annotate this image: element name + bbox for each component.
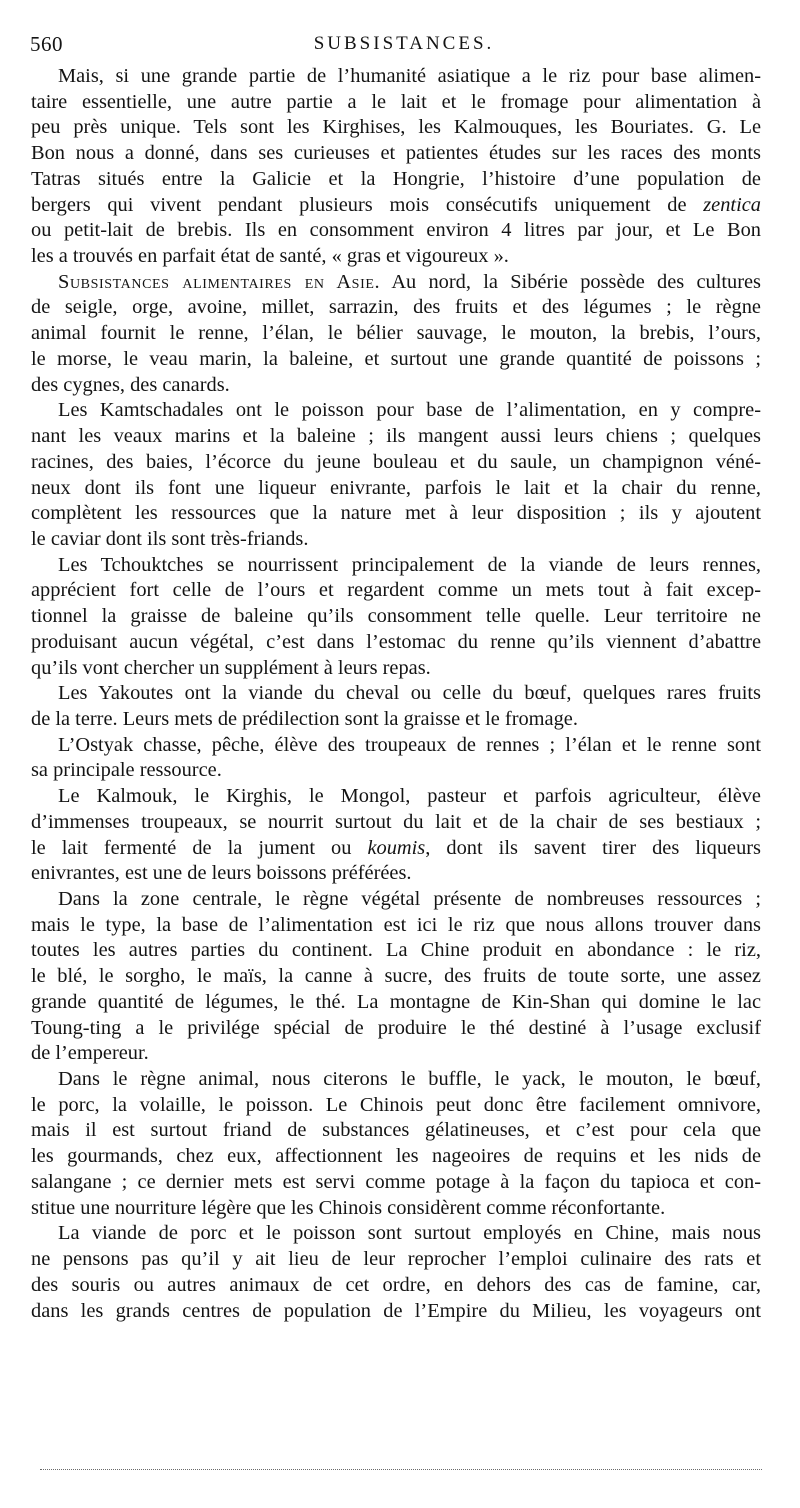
text-line: de seigle, orge, avoine, millet, sarrazin, des fruits et des légumes ; le règne <box>31 296 761 319</box>
text-line: enivrantes, est une de leurs boissons préférées. <box>31 862 412 885</box>
text-line: complètent les ressources que la nature met à leur disposition ; ils y ajoutent <box>31 502 761 525</box>
text-line <box>31 270 761 296</box>
text-line: tionnel la graisse de baleine qu’ils consomment telle quelle. Leur territoire ne <box>31 605 761 628</box>
paragraph <box>31 1221 761 1324</box>
text-run: Au nord, la Sibérie possède des cultures <box>380 270 761 293</box>
text-line: Bon nous a donné, dans ses curieuses et patientes études sur les races des monts <box>31 142 761 165</box>
text-line: des cygnes, des canards. <box>31 373 230 396</box>
text-line: produisant aucun végétal, c’est dans l’estomac du renne qu’ils viennent d’abattre <box>31 630 761 653</box>
text-line: stitue une nourriture légère que les Chinois considèrent comme réconfortante. <box>31 1196 666 1219</box>
text-line: d’immenses troupeaux, se nourrit surtout du lait et de la chair de ses bestiaux ; <box>31 810 761 833</box>
paragraph <box>31 553 761 682</box>
text-line: neux dont ils font une liqueur enivrante, parfois le lait et la chair du renne, <box>31 476 761 499</box>
text-line: ou petit-lait de brebis. Ils en consomment environ 4 litres par jour, et Le Bon <box>31 219 761 242</box>
text-line: Les Yakoutes ont la viande du cheval ou celle du bœuf, quelques rares fruits <box>58 682 761 705</box>
text-line: le blé, le sorgho, le maïs, la canne à sucre, des fruits de toute sorte, une assez <box>31 965 761 988</box>
running-title: SUBSISTANCES. <box>313 33 495 54</box>
paragraph <box>31 784 761 887</box>
text-line: apprécient fort celle de l’ours et regardent comme un mets tout à fait excep- <box>31 579 761 602</box>
section-heading: Subsistances alimentaires en Asie. <box>58 270 381 293</box>
text-line: Tatras situés entre la Galicie et la Hongrie, l’histoire d’une population de <box>31 167 761 190</box>
text-line: Dans le règne animal, nous citerons le buffle, le yack, le mouton, le bœuf, <box>58 1068 761 1091</box>
text-line: grande quantité de légumes, le thé. La montagne de Kin-Shan qui domine le lac <box>31 990 761 1013</box>
text-line: salangane ; ce dernier mets est servi comme potage à la façon du tapioca et con- <box>31 1170 761 1193</box>
text-line: bergers qui vivent pendant plusieurs mois consécutifs uniquement de zentica <box>31 193 761 216</box>
text-line: de l’empereur. <box>31 1042 149 1065</box>
text-line: peu près unique. Tels sont les Kirghises, les Kalmouques, les Bouriates. G. Le <box>31 116 761 139</box>
text-line: Dans la zone centrale, le règne végétal présente de nombreuses ressources ; <box>58 888 761 910</box>
text-line: mais le type, la base de l’alimentation est ici le riz que nous allons trouver dans <box>31 913 761 936</box>
paragraph <box>31 270 761 399</box>
text-line: de la terre. Leurs mets de prédilection sont la graisse et le fromage. <box>31 707 578 730</box>
italic-term: koumis <box>367 836 426 859</box>
text-line: mais il est surtout friand de substances gélatineuses, et c’est pour cela que <box>31 1119 761 1142</box>
text-line: sa principale ressource. <box>31 759 222 782</box>
text-line: Mais, si une grande partie de l’humanité asiatique a le riz pour base alimen- <box>58 65 761 87</box>
text-line: toutes les autres parties du continent. La Chine produit en abondance : le riz, <box>31 939 761 962</box>
text-line: dans les grands centres de population de l’Empire du Milieu, les voyageurs ont <box>31 1299 761 1322</box>
italic-term: zentica <box>703 193 761 216</box>
text-line: Toung-ting a le privilége spécial de produire le thé destiné à l’usage exclusif <box>31 1016 761 1039</box>
text-line: les gourmands, chez eux, affectionnent les nageoires de requins et les nids de <box>31 1145 761 1168</box>
text-line: qu’ils vont chercher un supplément à leurs repas. <box>31 656 431 679</box>
paragraph <box>31 887 761 1067</box>
paragraph <box>31 64 761 270</box>
text-line: racines, des baies, l’écorce du jeune bouleau et du saule, un champignon véné- <box>31 450 761 473</box>
body-text <box>31 64 761 1324</box>
paragraph <box>31 733 761 784</box>
text-line: le caviar dont ils sont très-friands. <box>31 527 309 550</box>
text-line: L’Ostyak chasse, pêche, élève des troupeaux de rennes ; l’élan et le renne sont <box>58 733 761 756</box>
text-line: animal fournit le renne, l’élan, le bélier sauvage, le mouton, la brebis, l’ours, <box>31 322 761 345</box>
text-line: taire essentielle, une autre partie a le lait et le fromage pour alimentation à <box>31 90 761 113</box>
paragraph <box>31 1067 761 1221</box>
text-line: le porc, la volaille, le poisson. Le Chinois peut donc être facilement omnivore, <box>31 1093 761 1116</box>
text-line: Les Tchouktches se nourrissent principalement de la viande de leurs rennes, <box>58 553 761 576</box>
page-number: 560 <box>30 32 63 56</box>
text-line: La viande de porc et le poisson sont surtout employés en Chine, mais nous <box>58 1222 761 1245</box>
text-line: Les Kamtschadales ont le poisson pour base de l’alimentation, en y compre- <box>58 399 761 422</box>
text-line: des souris ou autres animaux de cet ordre, en dehors des cas de famine, car, <box>31 1273 761 1296</box>
running-head <box>30 30 758 58</box>
text-line: les a trouvés en parfait état de santé, « gras et vigoureux ». <box>31 245 509 268</box>
footer-dotted-rule <box>40 1469 762 1470</box>
paragraph <box>31 681 761 732</box>
text-line: le lait fermenté de la jument ou koumis, dont ils savent tirer des liqueurs <box>31 836 761 859</box>
text-line: le morse, le veau marin, la baleine, et surtout une grande quantité de poissons ; <box>31 347 761 370</box>
text-line: ne pensons pas qu’il y ait lieu de leur reprocher l’emploi culinaire des rats et <box>31 1248 761 1271</box>
text-line: Le Kalmouk, le Kirghis, le Mongol, pasteur et parfois agriculteur, élève <box>58 785 761 808</box>
text-line: nant les veaux marins et la baleine ; ils mangent aussi leurs chiens ; quelques <box>31 425 761 448</box>
paragraph <box>31 398 761 552</box>
